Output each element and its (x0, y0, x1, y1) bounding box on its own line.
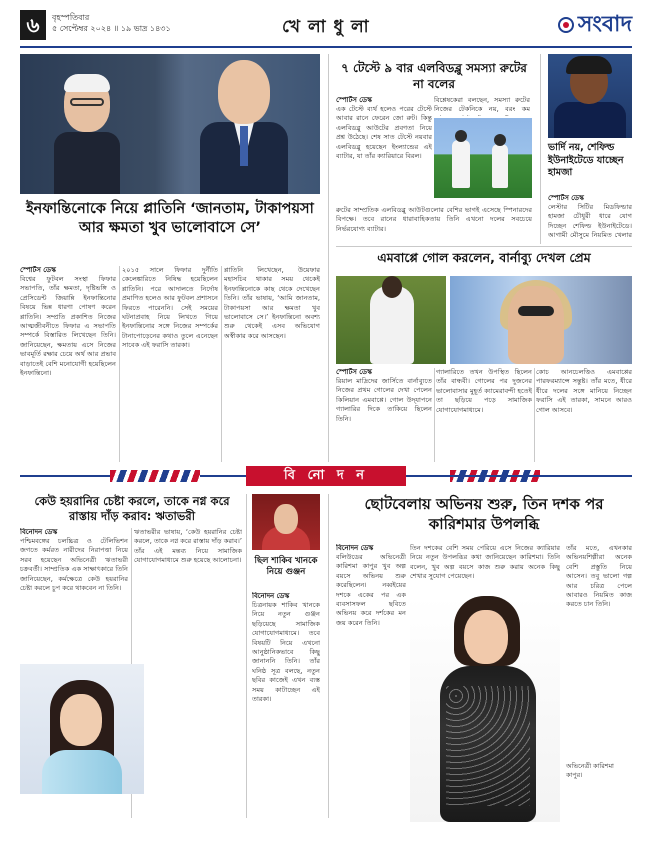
mbappe-column-3: কোচ আনচেলত্তিও এমবাপ্পের পারফরম্যান্সে সন্তুষ্ট। তাঁর মতে, ধীরে ধীরে দলের সঙ্গে মানিয়ে নিচ্ছেন ফরাসি এই তারকা, সামনে আরও গোল আসবে। (536, 368, 632, 414)
lead-byline: স্পোর্টস ডেস্ক (20, 266, 56, 274)
weekday: বৃহস্পতিবার (52, 13, 90, 22)
logo-icon (558, 17, 574, 33)
mbappe-column-text: রিয়াল মাদ্রিদের জার্সিতে বার্নাব্যুতে নিজের প্রথম গোলের দেখা পেলেন কিলিয়ান এমবাপ্পে। গোল উদ্‌যাপনে গ্যালারির দিকে তাকিয়ে ছিলেন তিনি। (336, 377, 432, 423)
lead-column-2: ২০১৫ সালে ফিফার দুর্নীতি কেলেঙ্কারিতে নিষিদ্ধ হয়েছিলেন প্লাতিনি। পরে আদালতে নির্দোষ প্রমাণিত হলেও আর ফুটবল প্রশাসনে ফিরতে পারেননি। সেই সময়ের ঘটনাপ্রবাহ নিয়ে লিখতে গিয়ে ইনফান্তিনোর সঙ্গে নিজের সম্পর্কের টানাপোড়েনের কথাও তুলে এনেছেন সাবেক এই ফরাসি তারকা। (122, 266, 218, 350)
banner-label: বি নো দ ন (246, 466, 406, 486)
hamza-photo (548, 54, 632, 138)
masthead (20, 6, 632, 48)
test-column-1 (336, 96, 432, 206)
mbappe-photo (336, 276, 446, 364)
lead-column-1 (20, 266, 116, 462)
rituparna-photo (20, 664, 144, 794)
karisma-column-3: তাঁর মতে, এখনকার অভিনয়শিল্পীরা অনেক বেশি প্রস্তুতি নিয়ে আসেন। তবু ভালো গল্প আর চরিত্র পেলে আবারও নিয়মিত কাজ করতে চান তিনি। (566, 544, 632, 609)
shakib-photo (252, 494, 320, 550)
page-number: ৬ (20, 10, 46, 40)
transfer-body (548, 194, 632, 240)
mbappe-byline: স্পোর্টস ডেস্ক (336, 368, 372, 376)
issue-date: ৫ সেপ্টেম্বর ২০২৪ ॥ ১৯ ভাদ্র ১৪৩১ (52, 24, 171, 33)
partner-photo (450, 276, 632, 364)
test-headline: ৭ টেস্টে ৯ বার এলবিডব্লু সমস্যা রুটের না বলের (341, 61, 527, 91)
rituparna-column-1 (20, 528, 128, 658)
test-column-2: বিশ্লেষকেরা বলছেন, সমস্যা রুটের নিজের টেকনিকে নয়, বরং কম (434, 96, 530, 114)
karisma-column-2: তিন দশকের বেশি সময় পেরিয়ে এসে নিজের ক্যারিয়ার নিয়ে নতুন উপলব্ধির কথা জানিয়েছেন কারিশমা। তিনি বলেন, খুব অল্প বয়সে কাজ শুরু করায় অনেক কিছু শেখার সুযোগ পেয়েছেন। (410, 544, 560, 581)
test-footer: রুটের সাম্প্রতিক এলবিডব্লু আউটগুলোর বেশির ভাগই এসেছে স্পিনারদের বিপক্ষে। তবে রানের ধারাবাহিকতায় তিনি এখনো দলের সবচেয়ে নির্ভরযোগ্য ব্যাটার। (336, 206, 532, 233)
transfer-text: লেস্টার সিটির মিডফিল্ডার হামজা চৌধুরী ধারে যোগ দিচ্ছেন শেফিল্ড ইউনাইটেডে। আগামী মৌসুমে নিয়মিত খেলার (548, 203, 632, 240)
lead-column-3: প্লাতিনি লিখেছেন, উয়েফার মহাসচিব থাকার সময় থেকেই ইনফান্তিনোকে কাছ থেকে দেখেছেন তিনি। তাঁর ভাষায়, ‘আমি জানতাম, টাকাপয়সা আর ক্ষমতা খুব ভালোবাসে সে।’ ইনফান্তিনো অবশ্য শুরু থেকেই এসব অভিযোগ অস্বীকার করে আসছেন। (224, 266, 320, 340)
mbappe-column-2: গ্যালারিতে তখন উপস্থিত ছিলেন তাঁর বান্ধবী। গোলের পর দুজনের ভালোবাসার মুহূর্ত ক্যামেরাবন্দী হতেই তা ছড়িয়ে পড়ে সামাজিক যোগাযোগমাধ্যমে। (436, 368, 532, 414)
platini-figure (54, 76, 120, 194)
brand-name: সংবাদ (577, 10, 632, 37)
rituparna-headline: কেউ হয়রানির চেষ্টা করলে, তাকে নগ্ন করে রাস্তায় দাঁড় করাব: ঋতাভরী (34, 494, 230, 523)
test-byline: স্পোর্টস ডেস্ক (336, 96, 372, 104)
karisma-photo (410, 596, 560, 822)
rituparna-byline: বিনোদন ডেস্ক (20, 528, 58, 536)
karisma-column-1 (336, 544, 406, 818)
section-title: খে লা ধু লা (282, 17, 370, 37)
shakib-text: চিত্রনায়ক শাকিব খানকে নিয়ে নতুন গুঞ্জন ছড়িয়েছে সামাজিক যোগাযোগমাধ্যমে। তবে বিষয়টি নিয়ে এখনো আনুষ্ঠানিকভাবে কিছু জানাননি তিনি। তাঁর ঘনিষ্ঠ সূত্র বলছে, নতুন ছবির কাজেই এখন ব্যস্ত সময় কাটাচ্ছেন এই তারকা। (252, 601, 320, 704)
infantino-figure (200, 60, 288, 194)
rituparna-column-text: পশ্চিমবঙ্গের চলচ্চিত্র ও টেলিভিশন জগতে কর্মরত নারীদের নিরাপত্তা নিয়ে সরব হয়েছেন অভিনেত্রী ঋতাভরী চক্রবর্তী। সাম্প্রতিক এক সাক্ষাৎকারে তিনি জানিয়েছেন, কর্মক্ষেত্রে কেউ হয়রানির চেষ্টা করলে চুপ করে থাকবেন না তিনি। (20, 537, 128, 593)
karisma-headline: ছোটবেলায় অভিনয় শুরু, তিন দশক পর কারিশমার উপলব্ধি (364, 495, 604, 533)
lead-headline: ইনফান্তিনোকে নিয়ে প্লাতিনি ‘জানতাম, টাকাপয়সা আর ক্ষমতা খুব ভালোবাসে সে’ (26, 201, 314, 236)
cricket-photo (434, 118, 532, 198)
rituparna-column-2: ঋতাভরীর ভাষায়, ‘কেউ হয়রানির চেষ্টা করলে, তাকে নগ্ন করে রাস্তায় দাঁড় করাব।’ তাঁর এই মন্তব্য নিয়ে সামাজিক যোগাযোগমাধ্যমে শুরু হয়েছে আলোচনা। (134, 528, 242, 565)
shakib-byline: বিনোদন ডেস্ক (252, 592, 290, 600)
transfer-headline: ভার্দি নয়, শেফিল্ড ইউনাইটেডে যাচ্ছেন হামজা (548, 142, 624, 178)
entertainment-banner (20, 466, 632, 486)
shakib-body (252, 592, 320, 818)
karisma-caption: অভিনেত্রী কারিশমা কাপুর। (566, 762, 614, 779)
lead-photo (20, 54, 320, 194)
shakib-headline: ছিল শাকিব খানকে নিয়ে গুঞ্জন (254, 556, 318, 577)
dateline (52, 12, 171, 34)
mbappe-column-1 (336, 368, 432, 462)
brand-logo (558, 8, 632, 42)
transfer-byline: স্পোর্টস ডেস্ক (548, 194, 584, 202)
karisma-column-text: বলিউডের অভিনেত্রী কারিশমা কাপুর খুব অল্প বয়সে অভিনয় শুরু করেছিলেন। নব্বইয়ের দশকে একের পর এক ব্যবসাসফল ছবিতে অভিনয় করে দর্শকের মন জয় করেন তিনি। (336, 553, 406, 627)
lead-column-text: বিশ্বের ফুটবল সংস্থা ফিফার সভাপতি, তাঁর ক্ষমতা, দৃষ্টিভঙ্গি ও প্রেসিডেন্ট জিয়ান্নি ইনফান্তিনোর বিষয়ে ভিন্ন ধারণা পোষণ করেন প্লাতিনি। সম্প্রতি প্রকাশিত নিজের আত্মজীবনীতে ফিফার এ সভাপতি সম্পর্কে বিস্তারিত লিখেছেন তিনি। জানিয়েছেন, ক্ষমতায় এসে নিজের ভাবমূর্তি রক্ষার চেয়ে অর্থ আর প্রভাব বাড়াতেই বেশি মনোযোগী হয়েছিলেন ইনফান্তিনো। (20, 275, 116, 378)
mbappe-headline: এমবাপ্পে গোল করলেন, বার্নাব্যু দেখল প্রেম (377, 250, 591, 265)
test-column-text: এক টেস্টে ব্যর্থ হলেও পরের টেস্টে আবার রানে ফেরেন জো রুট। কিন্তু এলবিডব্লু আউটের প্রবণতা নিয়ে প্রশ্ন উঠেছে। শেষ সাত টেস্টে নয়বার এলবিডব্লু হয়েছেন ইংল্যান্ডের এই ব্যাটার, যা তাঁর ক্যারিয়ারে বিরল। (336, 105, 432, 161)
karisma-byline: বিনোদন ডেস্ক (336, 544, 374, 552)
